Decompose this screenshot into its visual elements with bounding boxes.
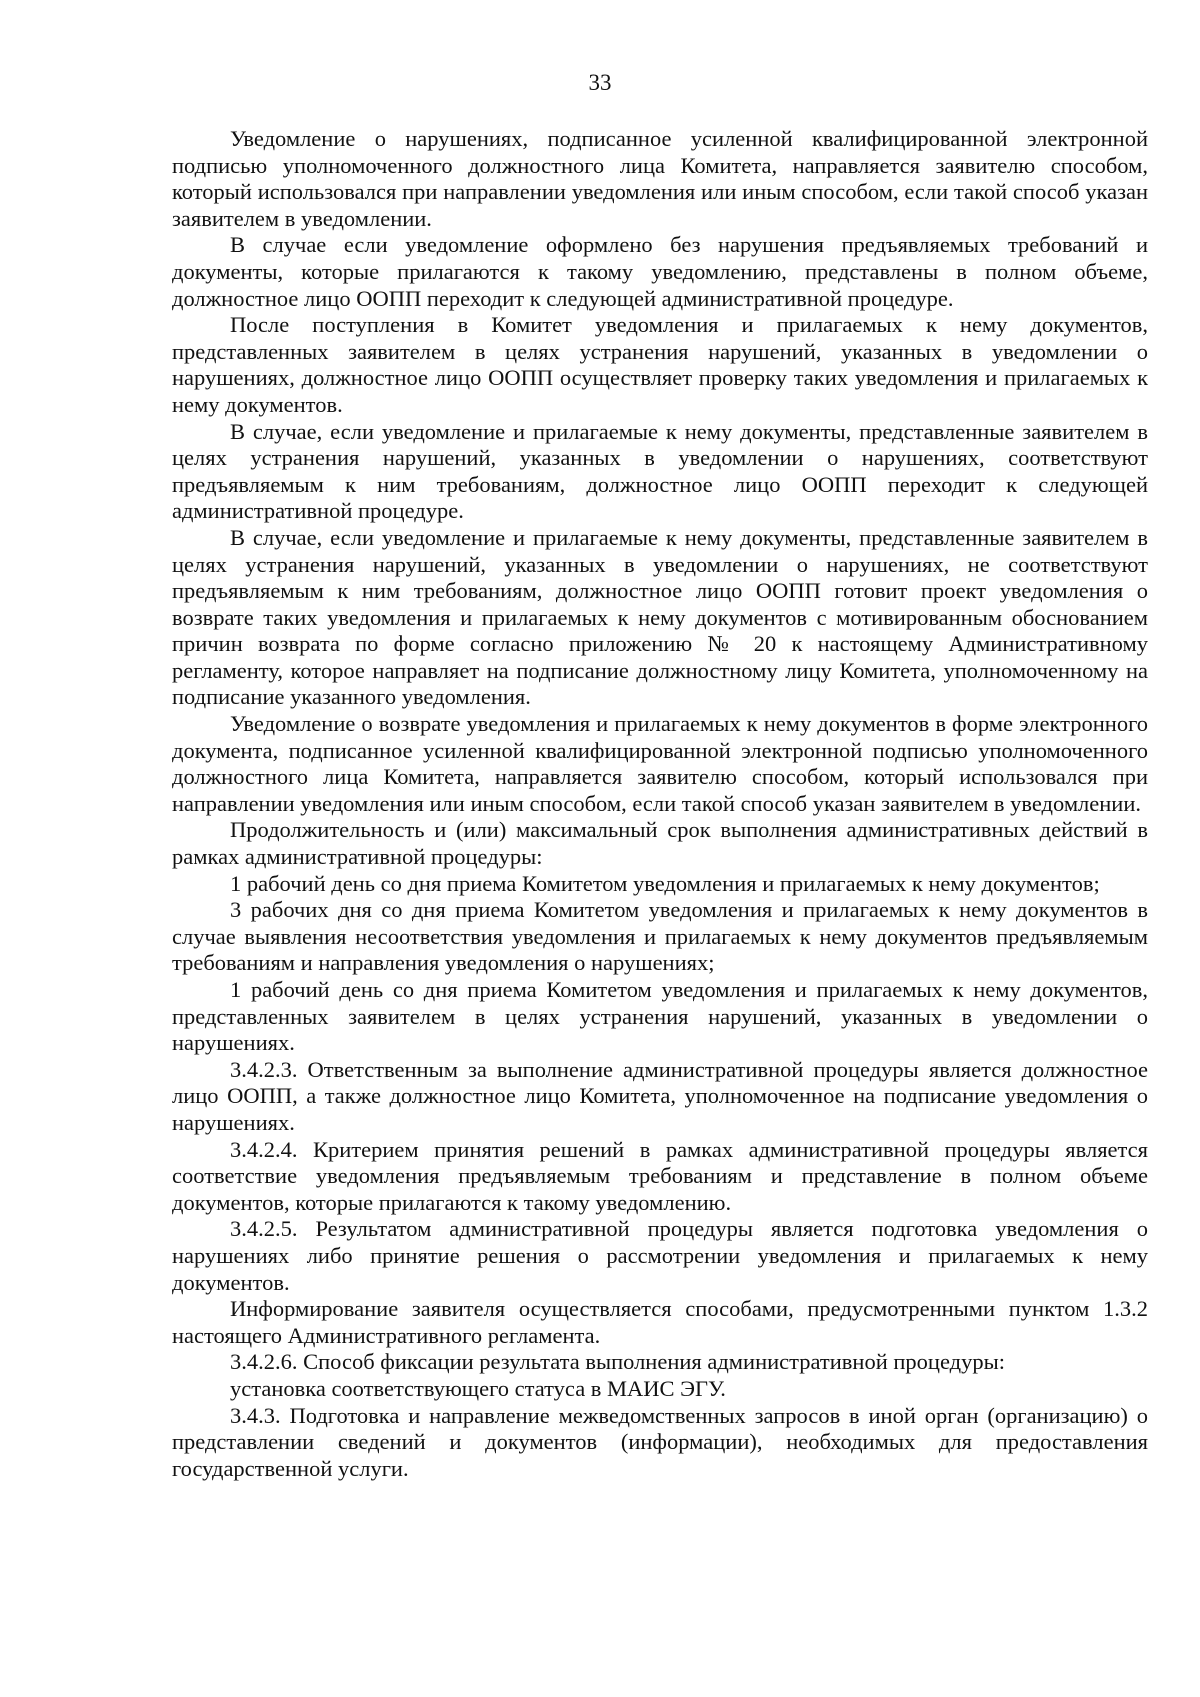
- paragraph: Информирование заявителя осуществляется способами, предусмотренными пунктом 1.3.2 настоящего Административного регламента.: [172, 1296, 1148, 1348]
- paragraph: В случае, если уведомление и прилагаемые к нему документы, представленные заявителем в целях устранения нарушений, указанных в уведомлении о нарушениях, не соответствуют предъявляемым к ним требованиям, должностное лицо ООПП готовит проект уведомления о возврате таких уведомления и прилагаемых к нему документов с мотивированным обоснованием причин возврата по форме согласно приложению № 20 к настоящему Административному регламенту, которое направляет на подписание должностному лицу Комитета, уполномоченному на подписание указанного уведомления.: [172, 524, 1148, 710]
- document-body: [172, 126, 1148, 1482]
- paragraph: В случае если уведомление оформлено без нарушения предъявляемых требований и документы, которые прилагаются к такому уведомлению, представлены в полном объеме, должностное лицо ООПП переходит к следующей административной процедуре.: [172, 232, 1148, 311]
- page-number: 33: [588, 70, 612, 95]
- paragraph: 3.4.2.6. Способ фиксации результата выполнения административной процедуры:: [230, 1349, 1005, 1375]
- paragraph: 3 рабочих дня со дня приема Комитетом уведомления и прилагаемых к нему документов в случае выявления несоответствия уведомления и прилагаемых к нему документов предъявляемым требованиям и направления уведомления о нарушениях;: [172, 897, 1148, 976]
- paragraph: После поступления в Комитет уведомления и прилагаемых к нему документов, представленных заявителем в целях устранения нарушений, указанных в уведомлении о нарушениях, должностное лицо ООПП осуществляет проверку таких уведомления и прилагаемых к нему документов.: [172, 312, 1148, 417]
- paragraph: Уведомление о нарушениях, подписанное усиленной квалифицированной электронной подписью уполномоченного должностного лица Комитета, направляется заявителю способом, который использовался при направлении уведомления или иным способом, если такой способ указан заявителем в уведомлении.: [172, 126, 1148, 231]
- paragraph: установка соответствующего статуса в МАИС ЭГУ.: [230, 1375, 726, 1401]
- paragraph: 1 рабочий день со дня приема Комитетом уведомления и прилагаемых к нему документов, представленных заявителем в целях устранения нарушений, указанных в уведомлении о нарушениях.: [172, 977, 1148, 1056]
- paragraph: 3.4.3. Подготовка и направление межведомственных запросов в иной орган (организацию) о представлении сведений и документов (информации), необходимых для предоставления государственной услуги.: [172, 1402, 1148, 1481]
- paragraph: В случае, если уведомление и прилагаемые к нему документы, представленные заявителем в целях устранения нарушений, указанных в уведомлении о нарушениях, соответствуют предъявляемым к ним требованиям, должностное лицо ООПП переходит к следующей административной процедуре.: [172, 418, 1148, 524]
- paragraph: 3.4.2.5. Результатом административной процедуры является подготовка уведомления о нарушениях либо принятие решения о рассмотрении уведомления и прилагаемых к нему документов.: [172, 1216, 1148, 1295]
- paragraph: 3.4.2.3. Ответственным за выполнение административной процедуры является должностное лицо ООПП, а также должностное лицо Комитета, уполномоченное на подписание уведомления о нарушениях.: [172, 1056, 1148, 1135]
- paragraph: Уведомление о возврате уведомления и прилагаемых к нему документов в форме электронного документа, подписанное усиленной квалифицированной электронной подписью уполномоченного должностного лица Комитета, направляется заявителю способом, который использовался при направлении уведомления или иным способом, если такой способ указан заявителем в уведомлении.: [172, 711, 1148, 816]
- paragraph: 3.4.2.4. Критерием принятия решений в рамках административной процедуры является соответствие уведомления предъявляемым требованиям и представление в полном объеме документов, которые прилагаются к такому уведомлению.: [172, 1136, 1148, 1215]
- paragraph: Продолжительность и (или) максимальный срок выполнения административных действий в рамках административной процедуры:: [172, 817, 1148, 870]
- paragraph: 1 рабочий день со дня приема Комитетом уведомления и прилагаемых к нему документов;: [230, 870, 1100, 896]
